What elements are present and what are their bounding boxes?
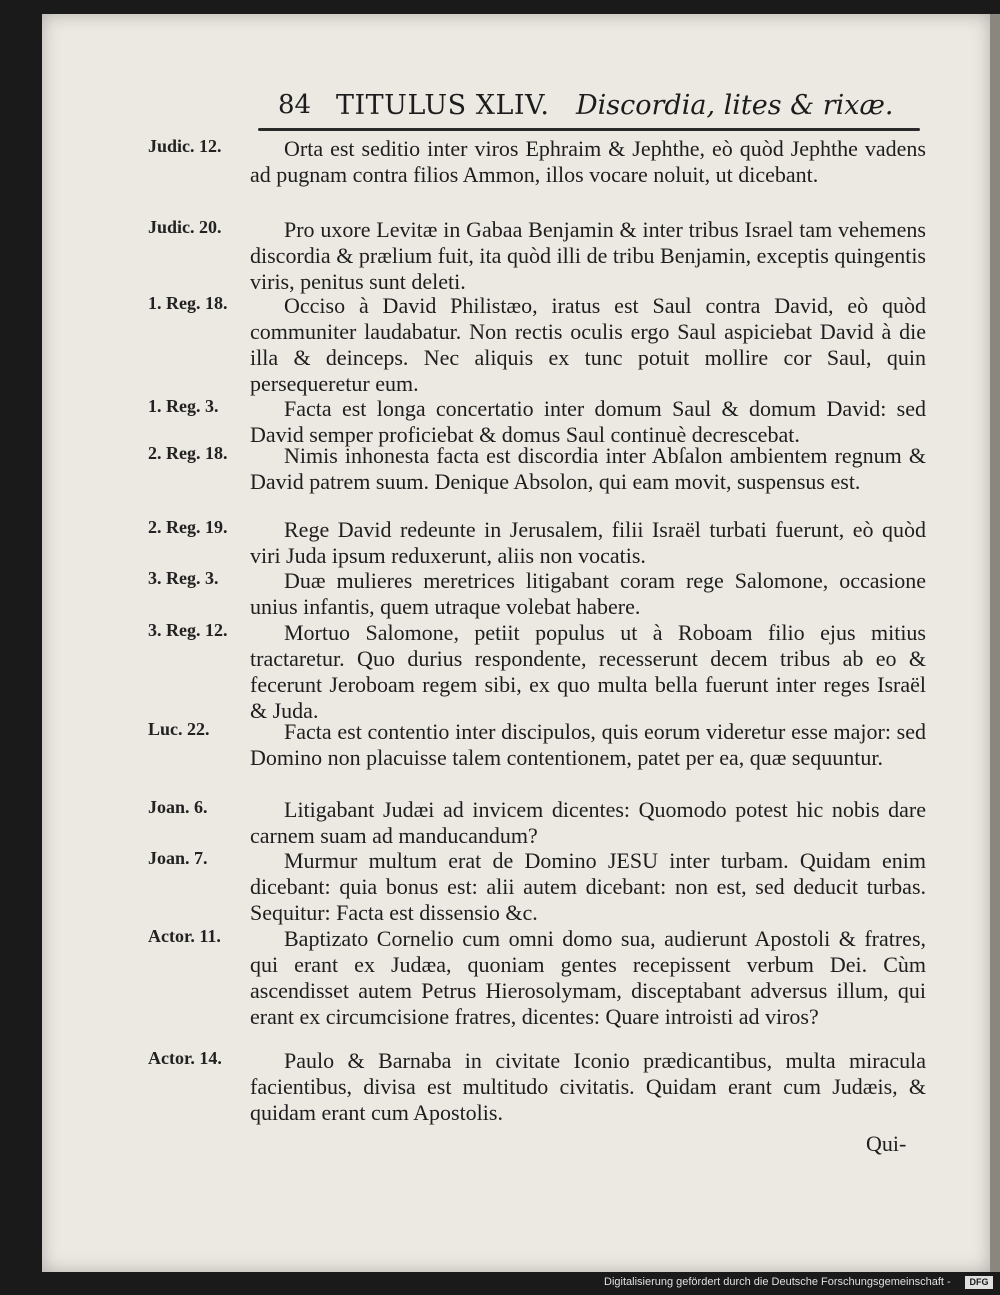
entry-reference: Luc. 22. — [148, 719, 210, 739]
entry-reference: 2. Reg. 18. — [148, 443, 228, 463]
entry-reference: 3. Reg. 3. — [148, 568, 219, 588]
entry-text: Pro uxore Levitæ in Gabaa Benjamin & inter tribus Israel tam vehemens discordia & prælium fuit, ita quòd illi de tribu Benjamin, exceptis quingentis viris, penitus sunt deleti. — [250, 217, 926, 294]
entry-text: Facta est longa concertatio inter domum Saul & domum David: sed David semper proficiebat & domus Saul continuè decrescebat. — [250, 396, 926, 447]
entry-reference: Actor. 14. — [148, 1048, 222, 1068]
entry-reference: Joan. 7. — [148, 848, 208, 868]
entry-text: Murmur multum erat de Domino JESU inter turbam. Quidam enim dicebant: quia bonus est: alii autem dicebant: non est, sed deducit turbas. Sequitur: Facta est dissensio &c. — [250, 848, 926, 925]
page-number: 84 — [278, 90, 312, 120]
entry-text: Mortuo Salomone, petiit populus ut à Roboam filio ejus mitius tractaretur. Quo durius respondente, recesserunt decem tribus ab eo & fecerunt Jeroboam regem sibi, ex quo multa bella fuerunt inter reges Israël & Juda. — [250, 620, 926, 723]
header-rule — [258, 128, 920, 131]
entry-reference: Actor. 11. — [148, 926, 221, 946]
entry-text: Paulo & Barnaba in civitate Iconio prædicantibus, multa miracula facientibus, divisa est multitudo civitatis. Quidam erant cum Judæis, & quidam erant cum Apostolis. — [250, 1048, 926, 1125]
digitization-credit: Digitalisierung gefördert durch die Deutsche Forschungsgemeinschaft - — [604, 1276, 951, 1288]
dfg-logo: DFG — [965, 1276, 993, 1289]
running-header — [270, 90, 894, 128]
page-subtitle: Discordia, lites & rixæ. — [576, 90, 894, 121]
page-edge — [990, 14, 1000, 1272]
entry-text: Duæ mulieres meretrices litigabant coram rege Salomone, occasione unius infantis, quem utraque volebat habere. — [250, 568, 926, 619]
entry-text: Occiso à David Philistæo, iratus est Saul contra David, eò quòd communiter laudabatur. Non rectis oculis ergo Saul aspiciebat David à die illa & deinceps. Nec aliquis ex tunc potuit mollire cor Saul, quin persequeretur eum. — [250, 293, 926, 396]
entry-reference: 1. Reg. 18. — [148, 293, 228, 313]
entry-reference: 1. Reg. 3. — [148, 396, 219, 416]
entry-text: Facta est contentio inter discipulos, quis eorum videretur esse major: sed Domino non placuisse talem contentionem, patet per ea, quæ sequuntur. — [250, 719, 926, 770]
entry-reference: 2. Reg. 19. — [148, 517, 228, 537]
catchword: Qui- — [866, 1131, 907, 1156]
entry-text: Baptizato Cornelio cum omni domo sua, audierunt Apostoli & fratres, qui erant ex Judæa, quoniam gentes recepissent verbum Dei. Cùm ascendisset autem Petrus Hierosolymam, disceptabant adversus illum, qui erant ex circumcisione fratres, dicentes: Quare introisti ad viros? — [250, 926, 926, 1029]
entry-reference: Judic. 20. — [148, 217, 222, 237]
entry-text: Nimis inhonesta facta est discordia inter Abſalon ambientem regnum & David patrem suum. Denique Absolon, qui eam movit, suspensus est. — [250, 443, 926, 494]
entry-reference: Joan. 6. — [148, 797, 208, 817]
page-title: TITULUS XLIV. — [336, 90, 550, 121]
entry-text: Rege David redeunte in Jerusalem, filii Israël turbati fuerunt, eò quòd viri Juda ipsum reduxerunt, aliis non vocatis. — [250, 517, 926, 568]
entry-text: Litigabant Judæi ad invicem dicentes: Quomodo potest hic nobis dare carnem suam ad manducandum? — [250, 797, 926, 848]
entry-text: Orta est seditio inter viros Ephraim & Jephthe, eò quòd Jephthe vadens ad pugnam contra filios Ammon, illos vocare noluit, ut dicebant. — [250, 136, 926, 187]
entry-reference: Judic. 12. — [148, 136, 222, 156]
entry-reference: 3. Reg. 12. — [148, 620, 228, 640]
